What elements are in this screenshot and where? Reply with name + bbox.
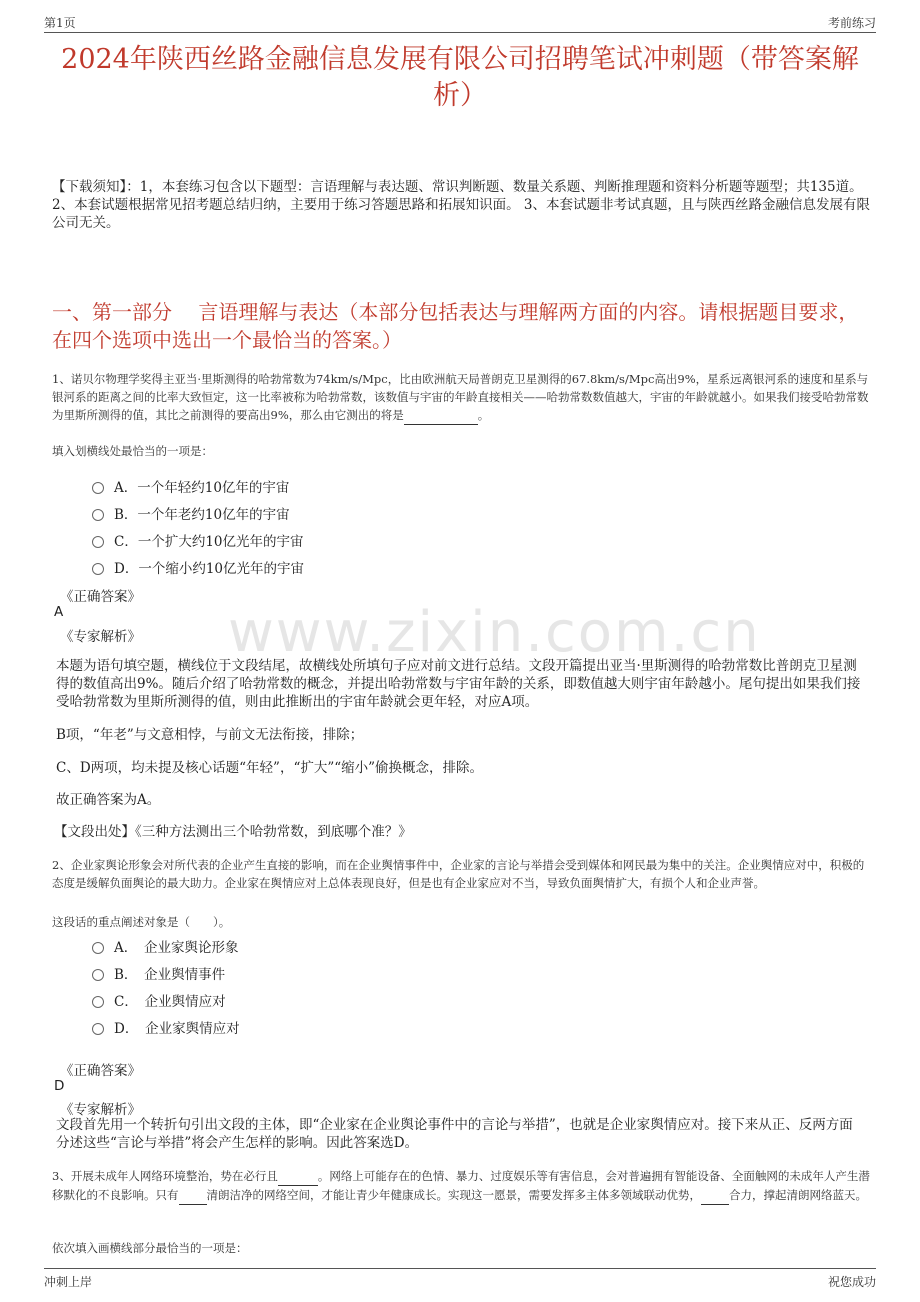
answer-blank — [179, 1186, 207, 1205]
question-2-text: 2、企业家舆论形象会对所代表的企业产生直接的影响，而在企业舆情事件中，企业家的言论与举措会受到媒体和网民最为集中的关注。企业舆情应对中，积极的态度是缓解负面舆论的最大助力。企业家在舆情应对上总体表现良好，但是也有企业家应对不当，导致负面舆情扩大，有损个人和企业声誉。 — [52, 858, 865, 890]
correct-answer: D — [54, 1078, 65, 1094]
page-footer — [44, 1268, 876, 1291]
question-1-option-d[interactable]: D．一个缩小约10亿光年的宇宙 — [92, 557, 304, 577]
question-3-text: 3、开展未成年人网络环境整治，势在必行且 。网络上可能存在的色情、暴力、过度娱乐等有害信息，会对普遍拥有智能设备、全面触网的未成年人产生潜移默化的不良影响。只有 清朗洁净的网络空间，才能让青少年健康成长。实现这一愿景，需要发挥多主体多领域联动优势， 合力，撑起清朗网络蓝天。 — [52, 1167, 872, 1205]
question-2-option-c[interactable]: C． 企业舆情应对 — [92, 990, 226, 1010]
page-header — [44, 12, 876, 33]
answer-blank — [278, 1167, 318, 1186]
question-1-text: 1、诺贝尔物理学奖得主亚当·里斯测得的哈勃常数为74km/s/Mpc，比由欧洲航天局普朗克卫星测得的67.8km/s/Mpc高出9%，星系远离银河系的速度和星系与银河系的距离之间的比率大致恒定，这一比率被称为哈勃常数，该数值与宇宙的年龄直接相关——哈勃常数数值越大，宇宙的年龄就越小。如果我们接受哈勃常数为里斯所测得的值，其比之前测得的要高出9%，那么由它测出的将是 。 — [52, 370, 872, 425]
radio-icon[interactable] — [92, 509, 104, 521]
footer-left-text: 冲刺上岸 — [44, 1275, 93, 1289]
footer-right-text: 祝您成功 — [827, 1275, 876, 1289]
radio-icon[interactable] — [92, 1023, 104, 1035]
radio-icon[interactable] — [92, 536, 104, 548]
question-2-option-a[interactable]: A． 企业家舆论形象 — [92, 936, 239, 956]
analysis-paragraph: 本题为语句填空题，横线位于文段结尾，故横线处所填句子应对前文进行总结。文段开篇提出亚当·里斯测得的哈勃常数比普朗克卫星测得的数值高出9%。随后介绍了哈勃常数的概念，并提出哈勃常数与宇宙年龄的关系，即数值越大则宇宙年龄越小。尾句提出如果我们接受哈勃常数为里斯所测得的值，则由此推断出的宇宙年龄就会更年轻，对应A项。 — [56, 658, 861, 710]
analysis-paragraph: 文段首先用一个转折句引出文段的主体，即“企业家在企业舆论事件中的言论与举措”，也就是企业家舆情应对。接下来从正、反两方面分述这些“言论与举措”将会产生怎样的影响。因此答案选D。 — [56, 1117, 853, 1151]
question-1-option-a[interactable]: A．一个年轻约10亿年的宇宙 — [92, 476, 289, 496]
analysis-paragraph: B项，“年老”与文意相悖，与前文无法衔接，排除； — [56, 727, 364, 743]
question-1-option-b[interactable]: B．一个年老约10亿年的宇宙 — [92, 503, 290, 523]
question-2-prompt: 这段话的重点阐述对象是（ ）。 — [52, 915, 231, 929]
radio-icon[interactable] — [92, 563, 104, 575]
download-notice: 【下载须知】：1，本套练习包含以下题型：言语理解与表达题、常识判断题、数量关系题、判断推理题和资料分析题等题型；共135道。 2、本套试题根据常见招考题总结归纳，主要用于练习答题思路和拓展知识面。 3、本套试题非考试真题，且与陕西丝路金融信息发展有限公司无关。 — [52, 179, 870, 231]
radio-icon[interactable] — [92, 942, 104, 954]
question-3-prompt: 依次填入画横线部分最恰当的一项是： — [52, 1241, 248, 1255]
answer-label: 《正确答案》 — [60, 1063, 141, 1079]
source-citation: 【文段出处】《三种方法测出三个哈勃常数，到底哪个准？》 — [54, 824, 412, 840]
radio-icon[interactable] — [92, 482, 104, 494]
radio-icon[interactable] — [92, 996, 104, 1008]
watermark-text: www.zixin.com.cn — [228, 600, 761, 665]
analysis-label: 《专家解析》 — [60, 1102, 141, 1118]
section-title: 一、第一部分 言语理解与表达（本部分包括表达与理解两方面的内容。请根据题目要求，在四个选项中选出一个最恰当的答案。） — [52, 300, 859, 352]
document-title: 2024年陕西丝路金融信息发展有限公司招聘笔试冲刺题（带答案解析） — [61, 44, 859, 111]
correct-answer: A — [54, 604, 64, 620]
analysis-conclusion: 故正确答案为A。 — [56, 792, 161, 808]
answer-blank — [701, 1186, 729, 1205]
question-2-option-b[interactable]: B． 企业舆情事件 — [92, 963, 225, 983]
page-number: 第1页 — [44, 16, 76, 30]
analysis-label: 《专家解析》 — [60, 629, 141, 645]
question-1-option-c[interactable]: C．一个扩大约10亿光年的宇宙 — [92, 530, 304, 550]
analysis-paragraph: C、D两项，均未提及核心话题“年轻”，“扩大”“缩小”偷换概念，排除。 — [56, 760, 484, 776]
header-label: 考前练习 — [827, 16, 876, 30]
answer-label: 《正确答案》 — [60, 589, 141, 605]
radio-icon[interactable] — [92, 969, 104, 981]
question-1-prompt: 填入划横线处最恰当的一项是： — [52, 444, 213, 458]
question-2-option-d[interactable]: D． 企业家舆情应对 — [92, 1017, 240, 1037]
answer-blank — [404, 406, 478, 425]
